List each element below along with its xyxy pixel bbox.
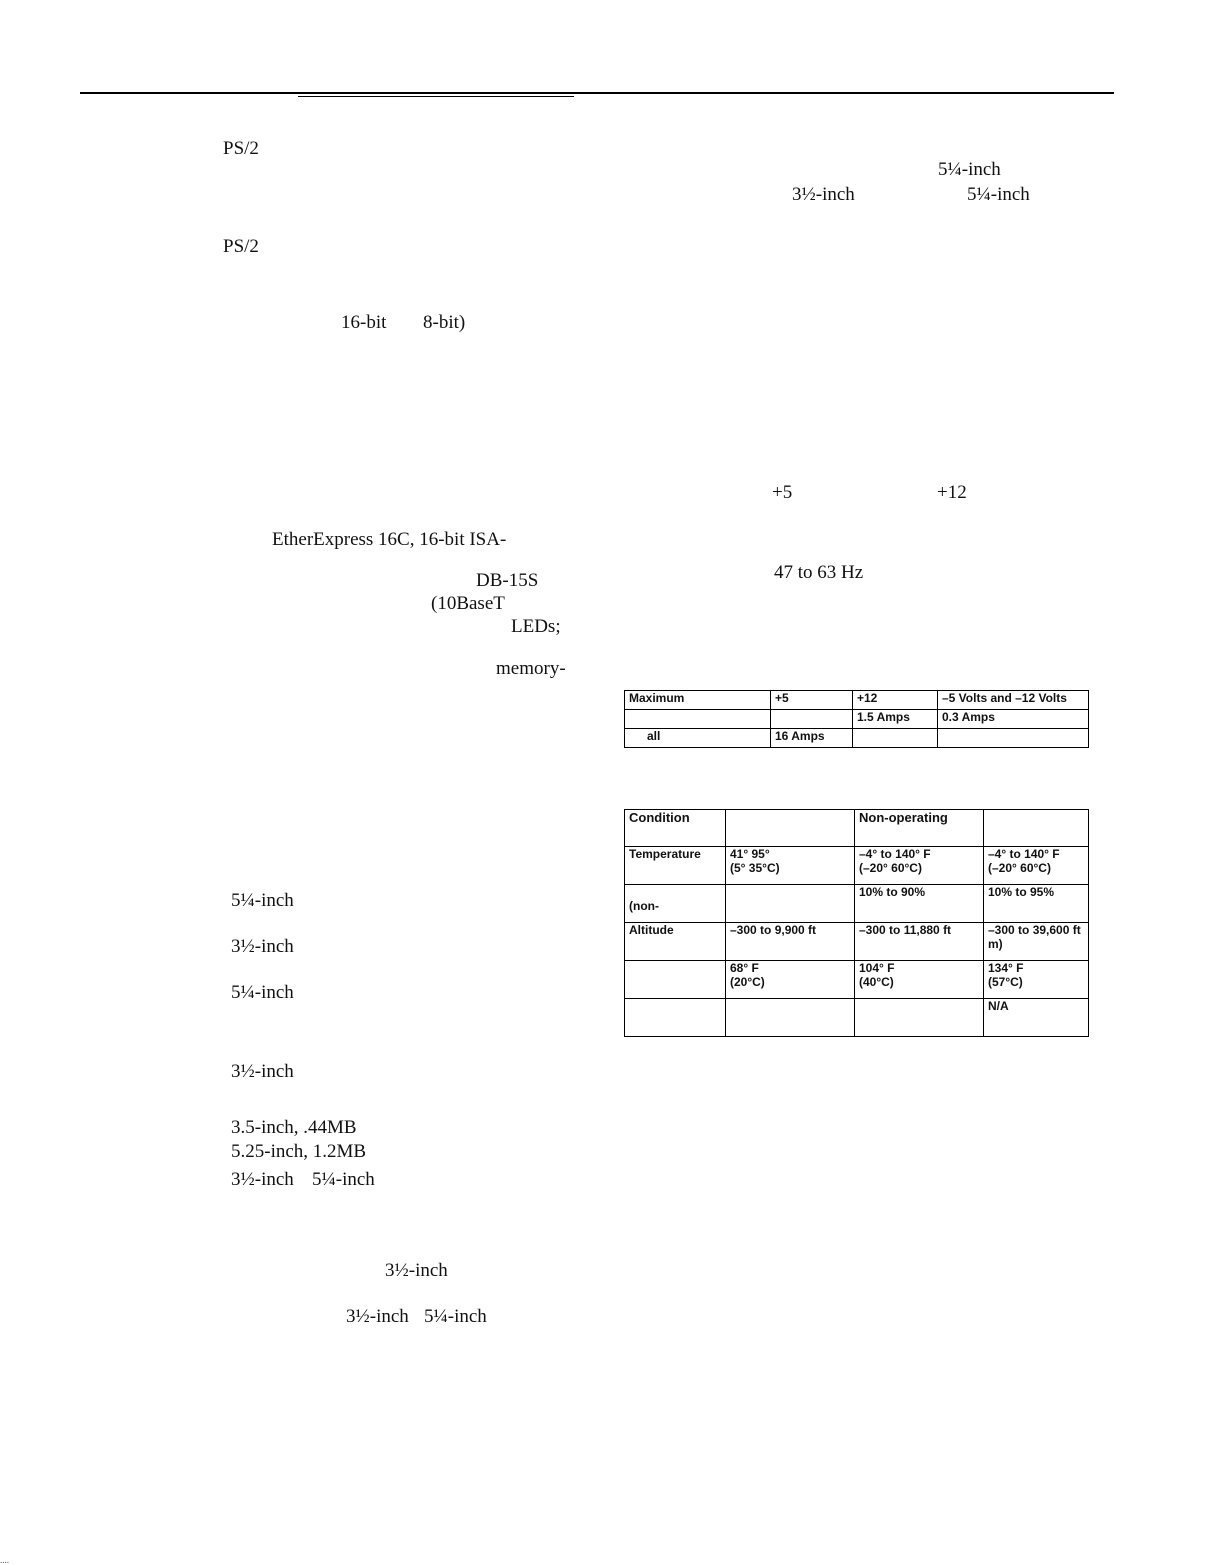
table-cell: –4° to 140° F (–20° 60°C) [855, 847, 984, 885]
table-cell: 134° F (57°C) [984, 961, 1089, 999]
table-cell [853, 729, 938, 748]
table-cell: 104° F (40°C) [855, 961, 984, 999]
floppy-capacity: 3.5-inch, .44MB [231, 1117, 357, 1138]
table-cell [625, 961, 726, 999]
header-underline [298, 96, 574, 97]
memory-text: memory- [496, 658, 566, 679]
floppy-capacity: 5.25-inch, 1.2MB [231, 1141, 367, 1162]
drive-size-label: 5¼-inch [938, 159, 1001, 180]
drive-size-label: 3½-inch [231, 1169, 294, 1190]
drive-size-label: 5¼-inch [967, 184, 1030, 205]
table-row [625, 923, 1089, 961]
table-cell: 10% to 90% [855, 885, 984, 923]
table-cell: 0.3 Amps [938, 710, 1089, 729]
table-row [625, 729, 1089, 748]
voltage-label: +12 [937, 482, 967, 503]
table-cell [984, 810, 1089, 847]
table-cell [625, 999, 726, 1037]
connector-text: DB-15S [476, 570, 539, 591]
table-cell: Non-operating [855, 810, 984, 847]
network-adapter-text: EtherExpress 16C, 16-bit ISA- [272, 529, 507, 550]
table-cell: Maximum [625, 691, 771, 710]
table-cell: 10% to 95% [984, 885, 1089, 923]
bus-width-label: 16-bit [341, 312, 387, 333]
table-header-row [625, 691, 1089, 710]
table-cell: +12 [853, 691, 938, 710]
table-cell: 1.5 Amps [853, 710, 938, 729]
drive-size-label: 5¼-inch [424, 1306, 487, 1327]
table-cell: –300 to 11,880 ft [855, 923, 984, 961]
table-cell: 68° F (20°C) [726, 961, 855, 999]
table-cell: 41° 95° (5° 35°C) [726, 847, 855, 885]
drive-size-label: 3½-inch [385, 1260, 448, 1281]
table-row [625, 847, 1089, 885]
voltage-label: +5 [772, 482, 793, 503]
bus-width-label: 8-bit) [423, 312, 466, 333]
drive-size-label: 3½-inch [231, 1061, 294, 1082]
drive-size-label: 3½-inch [231, 936, 294, 957]
table-cell [625, 710, 771, 729]
table-cell: –300 to 39,600 ft m) [984, 923, 1089, 961]
table-cell [938, 729, 1089, 748]
table-row [625, 885, 1089, 923]
drive-size-label: 5¼-inch [312, 1169, 375, 1190]
ps2-label: PS/2 [223, 236, 259, 257]
drive-size-label: 5¼-inch [231, 890, 294, 911]
led-text: LEDs; [511, 616, 561, 637]
table-cell: all [625, 729, 771, 748]
page-footer-mark: .... [0, 1555, 9, 1565]
table-cell [855, 999, 984, 1037]
table-row [625, 999, 1089, 1037]
table-cell: –5 Volts and –12 Volts [938, 691, 1089, 710]
drive-size-label: 3½-inch [346, 1306, 409, 1327]
table-cell: 16 Amps [771, 729, 853, 748]
table-cell: –300 to 9,900 ft [726, 923, 855, 961]
drive-size-label: 3½-inch [792, 184, 855, 205]
top-rule [80, 92, 1114, 94]
power-table [624, 690, 1089, 748]
table-cell: –4° to 140° F (–20° 60°C) [984, 847, 1089, 885]
table-cell [726, 885, 855, 923]
table-cell: N/A [984, 999, 1089, 1037]
connector-text: (10BaseT [431, 593, 505, 614]
frequency-text: 47 to 63 Hz [774, 562, 864, 583]
table-cell: +5 [771, 691, 853, 710]
drive-size-label: 5¼-inch [231, 982, 294, 1003]
table-cell: Condition [625, 810, 726, 847]
table-cell [726, 999, 855, 1037]
table-header-row [625, 810, 1089, 847]
environment-table [624, 809, 1089, 1037]
table-cell [726, 810, 855, 847]
table-row [625, 710, 1089, 729]
table-cell: Altitude [625, 923, 726, 961]
table-cell [771, 710, 853, 729]
ps2-label: PS/2 [223, 138, 259, 159]
table-cell: Temperature [625, 847, 726, 885]
table-cell: (non- [625, 885, 726, 923]
table-row [625, 961, 1089, 999]
